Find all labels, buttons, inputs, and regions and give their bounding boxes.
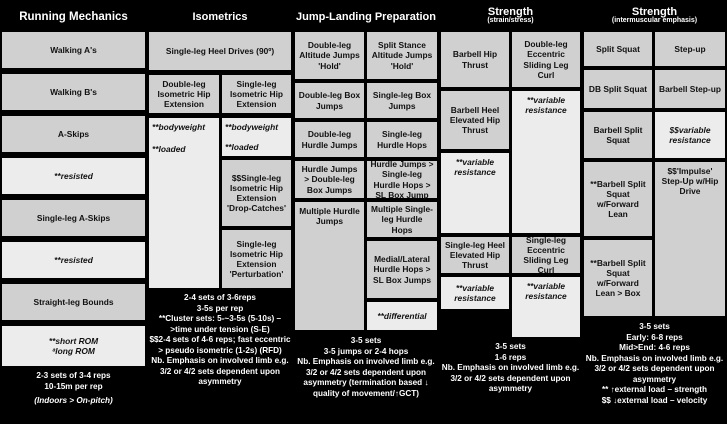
exercise-cell: Double-leg Eccentric Sliding Leg Curl xyxy=(512,32,580,87)
exercise-cell: **Barbell Split Squat w/Forward Lean > Box xyxy=(584,240,652,316)
exercise-cell: Multiple Single-leg Hurdle Hops xyxy=(367,202,437,237)
exercise-cell: Single-leg Isometric Hip Extension 'Perturbation' xyxy=(222,230,291,288)
exercise-cell: Barbell Step-up xyxy=(655,70,725,108)
column-running-mechanics xyxy=(2,2,145,422)
rom-short: **short ROM xyxy=(48,335,99,346)
exercise-cell: Barbell Hip Thrust xyxy=(441,32,509,87)
exercise-cell: Walking B's xyxy=(2,74,145,110)
exercise-cell: Single-leg Heel Elevated Hip Thrust xyxy=(441,237,509,273)
column-footer: 3-5 sets 1-6 reps Nb. Emphasis on involved limb e.g. 3/2 or 4/2 sets dependent upon asymmetry xyxy=(441,342,580,393)
exercise-cell: Split Squat xyxy=(584,32,652,66)
column-title: Isometrics xyxy=(192,11,248,23)
exercise-cell: A-Skips xyxy=(2,116,145,152)
modifier-cell: **variable resistance xyxy=(512,91,580,233)
rom-long: ªlong ROM xyxy=(52,346,95,356)
exercise-cell: DB Split Squat xyxy=(584,70,652,108)
exercise-cell: Barbell Heel Elevated Hip Thrust xyxy=(441,91,509,149)
modifier-cell: **resisted xyxy=(2,242,145,278)
column-title: Jump-Landing Preparation xyxy=(296,11,436,23)
modifier-cell: **differential xyxy=(367,302,437,330)
column-title: Strength (strain/stress) xyxy=(487,6,534,24)
exercise-cell: Double-leg Altitude Jumps 'Hold' xyxy=(295,32,364,79)
exercise-cell: Single-leg Hurdle Hops xyxy=(367,122,437,157)
exercise-cell: Single-leg Isometric Hip Extension xyxy=(222,75,291,113)
exercise-cell: Single-leg Eccentric Sliding Leg Curl xyxy=(512,237,580,273)
modifier-cell: **bodyweight **loaded xyxy=(149,118,219,288)
modifier-cell: **variable resistance xyxy=(512,277,580,337)
exercise-cell: $$Single-leg Isometric Hip Extension 'Drop-Catches' xyxy=(222,160,291,226)
exercise-cell: Hurdle Jumps > Double-leg Box Jumps xyxy=(295,161,364,198)
exercise-cell: $$'Impulse' Step-Up w/Hip Drive xyxy=(655,162,725,316)
modifier-cell: **resisted xyxy=(2,158,145,194)
exercise-cell: Hurdle Jumps > Single-leg Hurdle Hops > SL Box Jump xyxy=(367,161,437,198)
exercise-cell: Split Stance Altitude Jumps 'Hold' xyxy=(367,32,437,79)
exercise-cell: Straight-leg Bounds xyxy=(2,284,145,320)
column-title: Strength (intermuscular emphasis) xyxy=(611,6,698,24)
exercise-cell: Single-leg Heel Drives (90º) xyxy=(149,32,291,70)
modifier-cell: **bodyweight **loaded xyxy=(222,118,291,156)
rom-cell xyxy=(2,326,145,366)
column-jump-landing xyxy=(295,2,437,422)
exercise-cell: Multiple Hurdle Jumps xyxy=(295,202,364,330)
column-title: Running Mechanics xyxy=(19,11,128,23)
exercise-cell: Step-up xyxy=(655,32,725,66)
exercise-cell: Double-leg Isometric Hip Extension xyxy=(149,75,219,113)
column-strength-intermuscular xyxy=(584,2,725,422)
exercise-cell: Single-leg A-Skips xyxy=(2,200,145,236)
exercise-cell: Medial/Lateral Hurdle Hops > SL Box Jumps xyxy=(367,241,437,298)
column-strength-strain xyxy=(441,2,580,422)
exercise-cell: Double-leg Hurdle Jumps xyxy=(295,122,364,157)
exercise-cell: Walking A's xyxy=(2,32,145,68)
exercise-cell: **Barbell Split Squat w/Forward Lean xyxy=(584,162,652,236)
exercise-cell: Barbell Split Squat xyxy=(584,112,652,158)
column-footer: 3-5 sets Early: 6-8 reps Mid>End: 4-6 reps Nb. Emphasis on involved limb e.g. 3/2 or 4/2 sets dependent upon asymmetry ** ↑external load – strength $$ ↓external load – velocity xyxy=(585,322,724,405)
exercise-cell: Single-leg Box Jumps xyxy=(367,83,437,118)
column-footer: 2-4 sets of 3-6reps 3-5s per rep **Cluster sets: 5-~3-5s (5-10s) – >time under tension (S-E) $$2-4 sets of 4-6 reps; fast eccentric > pseudo isometric (1-2s) (RFD) Nb. Emphasis on involved limb e.g. 3/2 or 4/2 sets dependent upon asymmetry xyxy=(149,293,291,386)
modifier-cell: $$variable resistance xyxy=(655,112,725,158)
modifier-cell: **variable resistance xyxy=(441,277,509,309)
modifier-cell: **variable resistance xyxy=(441,153,509,233)
column-footer: 2-3 sets of 3-4 reps 10-15m per rep (Indoors > On-pitch) xyxy=(34,371,113,405)
exercise-cell: Double-leg Box Jumps xyxy=(295,83,364,118)
column-isometrics xyxy=(149,2,291,422)
column-footer: 3-5 sets 3-5 jumps or 2-4 hops Nb. Emphasis on involved limb e.g. 3/2 or 4/2 sets dependent upon asymmetry (termination based ↓ quality of movement/↑GCT) xyxy=(297,336,435,398)
